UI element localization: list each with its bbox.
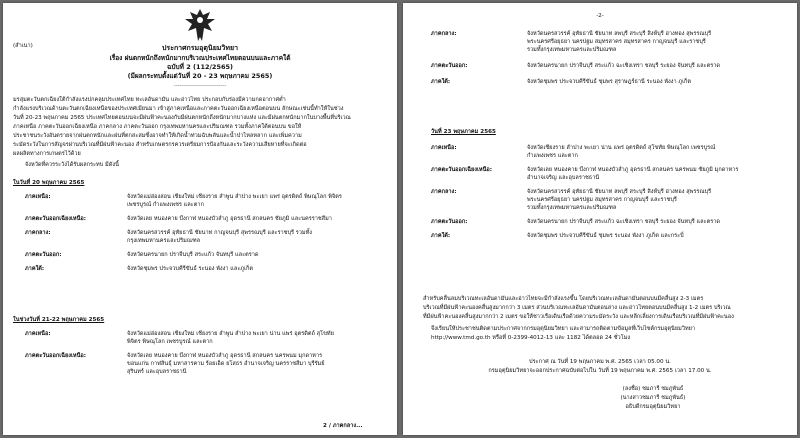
region-provinces: กำแพงเพชร และตาก bbox=[527, 153, 578, 159]
day1-heading: ในวันที่ 20 พฤษภาคม 2565 bbox=[13, 180, 85, 186]
region-provinces: พระนครศรีอยุธยา นครปฐม สมุทรสาคร สมุทรสาคร กาญจนบุรี และราชบุรี bbox=[527, 39, 706, 45]
wave-line: สำหรับคลื่นลมบริเวณทะเลอันดามันและอ่าวไทยจะมีกำลังแรงขึ้น โดยบริเวณทะเลอันดามันตอนบนมีคลื่นสูง 2-3 เมตร bbox=[423, 296, 704, 302]
region-provinces: จังหวัดชุมพร ประจวบคีรีขันธ์ ชุมพร สุราษฎร์ธานี ระนอง พังงา ภูเก็ต bbox=[527, 79, 692, 85]
region-provinces: กรุงเทพมหานครและปริมณฑล bbox=[127, 238, 201, 244]
next-issue-note: กรมอุตุนิยมวิทยาจะออกประกาศฉบับต่อไปใน วันที่ 19 พฤษภาคม พ.ศ. 2565 เวลา 17.00 น. bbox=[488, 368, 712, 374]
region-label: ภาคเหนือ: bbox=[431, 145, 457, 151]
intro-line: วันที่ 20-23 พฤษภาคม 2565 ประเทศไทยตอนบนจะมีฝนฟ้าคะนองกับมีฝนตกหนักถึงหนักมากบางแห่ง และมีฝนตกหนักมากในบางพื้นที่บริเวณ bbox=[13, 115, 351, 121]
region-provinces: จังหวัดแม่ฮ่องสอน เชียงใหม่ เชียงราย ลำพูน ลำปาง พะเยา น่าน แพร่ อุตรดิตถ์ สุโขทัย bbox=[127, 331, 334, 337]
separator: -------------------------- bbox=[173, 83, 227, 89]
region-provinces: สุรินทร์ และอุบลราชธานี bbox=[127, 369, 187, 375]
region-provinces: จังหวัดนครสวรรค์ อุทัยธานี ชัยนาท กาญจนบุรี สุพรรณบุรี และราชบุรี รวมทั้ง bbox=[127, 230, 313, 236]
region-label: ภาคเหนือ: bbox=[25, 331, 51, 337]
region-label: ภาคตะวันออกเฉียงเหนือ: bbox=[431, 167, 493, 173]
region-provinces: พิจิตร พิษณุโลก เพชรบูรณ์ และตาก bbox=[127, 339, 213, 345]
intro-line: ภาคเหนือ ภาคตะวันออกเฉียงเหนือ ภาคกลาง ภาคตะวันออก กรุงเทพมหานครและปริมณฑล รวมทั้งภาคใต้ตอนบน ขอให้ bbox=[13, 124, 302, 130]
region-provinces: จังหวัดเลย หนองคาย บึงกาฬ หนองบัวลำภู อุดรธานี สกลนคร นครพนม ชัยภูมิ มุกดาหาร bbox=[527, 167, 739, 173]
intro-line: ระมัดระวังในการสัญจรผ่านบริเวณที่มีฝนฟ้าคะนอง สำหรับเกษตรกรควรเตรียมการป้องกันและระวังความเสียหายที่จะเกิดต่อ bbox=[13, 142, 307, 148]
org-title: ประกาศกรมอุตุนิยมวิทยา bbox=[161, 44, 238, 52]
region-label: ภาคเหนือ: bbox=[25, 194, 51, 200]
region-provinces: จังหวัดนครนายก ปราจีนบุรี สระแก้ว ฉะเชิงเทรา ชลบุรี ระยอง จันทบุรี และตราด bbox=[527, 219, 720, 225]
page-number: -2- bbox=[596, 13, 604, 19]
announced-date: ประกาศ ณ วันที่ 19 พฤษภาคม พ.ศ. 2565 เวลา 05.00 น. bbox=[529, 359, 671, 365]
region-provinces: รวมทั้งกรุงเทพมหานครและปริมณฑล bbox=[527, 47, 617, 53]
garuda-emblem-icon bbox=[183, 7, 217, 43]
signature-title: อธิบดีกรมอุตุนิยมวิทยา bbox=[625, 404, 681, 410]
intro-line: ผลผลิตทางการเกษตรไว้ด้วย bbox=[13, 151, 81, 157]
region-provinces: อำนาจเจริญ และอุบลราชธานี bbox=[527, 175, 600, 181]
region-label: ภาคตะวันออก: bbox=[431, 219, 468, 225]
region-label: ภาคตะวันออกเฉียงเหนือ: bbox=[25, 353, 87, 359]
office-label: (สำเนา) bbox=[13, 43, 33, 49]
region-provinces: จังหวัดเลย หนองคาย บึงกาฬ หนองบัวลำภู อุดรธานี สกลนคร ชัยภูมิ และนครราชสีมา bbox=[127, 216, 332, 222]
region-provinces: จังหวัดชุมพร ประจวบคีรีขันธ์ ชุมพร ระนอง พังงา ภูเก็ต และกระบี่ bbox=[527, 233, 684, 239]
signature-fullname: (นางสาวชมภารี ชมภูพันธ์) bbox=[620, 395, 686, 401]
region-label: ภาคใต้: bbox=[431, 79, 451, 85]
effective-period: (มีผลกระทบตั้งแต่วันที่ 20 - 23 พฤษภาคม 2565) bbox=[127, 72, 273, 80]
region-label: ภาคใต้: bbox=[431, 233, 451, 239]
region-provinces: เพชรบูรณ์ กำแพงเพชร และตาก bbox=[127, 202, 204, 208]
areas-intro: จังหวัดที่ควรระวังได้รับผลกระทบ มีดังนี้ bbox=[25, 162, 119, 168]
region-provinces: รวมทั้งกรุงเทพมหานครและปริมณฑล bbox=[527, 205, 617, 211]
region-label: ภาคตะวันออกเฉียงเหนือ: bbox=[25, 216, 87, 222]
wave-line: ที่มีฝนฟ้าคะนองคลื่นสูงมากกว่า 2 เมตร ขอให้ชาวเรือเดินเรือด้วยความระมัดระวัง และหลีกเลี่ยงการเดินเรือบริเวณที่มีฝนฟ้าคะนอง bbox=[423, 314, 734, 320]
region-provinces: ขอนแก่น กาฬสินธุ์ มหาสารคาม ร้อยเอ็ด ยโสธร อำนาจเจริญ นครราชสีมา บุรีรัมย์ bbox=[127, 361, 325, 367]
region-provinces: พระนครศรีอยุธยา นครปฐม สมุทรสาคร กาญจนบุรี และราชบุรี bbox=[527, 197, 677, 203]
region-label: ภาคตะวันออก: bbox=[25, 252, 62, 258]
intro-line: มรสุมตะวันตกเฉียงใต้กำลังแรงปกคลุมประเทศไทย ทะเลอันดามัน และอ่าวไทย ประกอบกับร่องมีความกดอากาศต่ำ bbox=[13, 97, 286, 103]
wave-line: บริเวณที่มีฝนฟ้าคะนองคลื่นสูงมากกว่า 3 เมตร ส่วนบริเวณทะเลอันดามันตอนล่าง และอ่าวไทยตอนบนมีคลื่นสูง 1-2 เมตร บริเวณ bbox=[423, 305, 731, 311]
contact-line: http://www.tmd.go.th หรือที่ 0-2399-4012-13 และ 1182 ได้ตลอด 24 ชั่วโมง bbox=[431, 335, 631, 341]
region-provinces: จังหวัดนครสวรรค์ อุทัยธานี ชัยนาท ลพบุรี สระบุรี สิงห์บุรี อ่างทอง สุพรรณบุรี bbox=[527, 189, 712, 195]
region-provinces: จังหวัดนครนายก ปราจีนบุรี สระแก้ว จันทบุรี และตราด bbox=[127, 252, 259, 258]
signature-name: (ลงชื่อ) ชมภารี ชมภูพันธ์ bbox=[622, 386, 684, 392]
intro-line: ประชาชนระวังอันตรายจากฝนตกหนักและฝนที่ตกสะสมซึ่งอาจทำให้เกิดน้ำท่วมฉับพลันและน้ำป่าไหลหลาก และเพิ่มความ bbox=[13, 133, 302, 139]
intro-line: กำลังแรงบริเวณด้านตะวันตกเฉียงเหนือของประเทศเมียนมา เข้าสู่ภาคเหนือและภาคตะวันออกเฉียงเหนือตอนบน ลักษณะเช่นนี้ทำให้ในช่วง bbox=[13, 106, 344, 112]
region-provinces: จังหวัดเชียงราย ลำปาง พะเยา น่าน แพร่ อุตรดิตถ์ สุโขทัย พิษณุโลก เพชรบูรณ์ bbox=[527, 145, 716, 151]
day3-heading: วันที่ 23 พฤษภาคม 2565 bbox=[431, 129, 496, 135]
page-one bbox=[3, 3, 397, 435]
issue-number: ฉบับที่ 2 (112/2565) bbox=[167, 63, 233, 71]
region-label: ภาคกลาง: bbox=[431, 189, 457, 195]
region-provinces: จังหวัดเลย หนองคาย บึงกาฬ หนองบัวลำภู อุดรธานี สกลนคร นครพนม มุกดาหาร bbox=[127, 353, 323, 359]
page-two bbox=[403, 3, 797, 435]
region-provinces: จังหวัดชุมพร ประจวบคีรีขันธ์ ระนอง พังงา และภูเก็ต bbox=[127, 266, 253, 272]
region-provinces: จังหวัดแม่ฮ่องสอน เชียงใหม่ เชียงราย ลำพูน ลำปาง พะเยา แพร่ อุตรดิตถ์ พิษณุโลก พิจิตร bbox=[127, 194, 342, 200]
region-label: ภาคตะวันออก: bbox=[431, 63, 468, 69]
continued-note: 2 / ภาคกลาง... bbox=[323, 423, 363, 429]
region-label: ภาคใต้: bbox=[25, 266, 45, 272]
region-label: ภาคกลาง: bbox=[25, 230, 51, 236]
contact-line: จึงเรียนให้ประชาชนติดตามประกาศจากกรมอุตุนิยมวิทยา และสามารถติดตามข้อมูลที่เว็บไซต์กรมอุตุนิยมวิทยา bbox=[431, 326, 696, 332]
region-provinces: จังหวัดนครสวรรค์ อุทัยธานี ชัยนาท ลพบุรี สระบุรี สิงห์บุรี อ่างทอง สุพรรณบุรี bbox=[527, 31, 712, 37]
region-provinces: จังหวัดนครนายก ปราจีนบุรี สระแก้ว ฉะเชิงเทรา ชลบุรี ระยอง จันทบุรี และตราด bbox=[527, 63, 720, 69]
day2-heading: ในช่วงวันที่ 21-22 พฤษภาคม 2565 bbox=[13, 317, 105, 323]
region-label: ภาคกลาง: bbox=[431, 31, 457, 37]
subject: เรื่อง ฝนตกหนักถึงหนักมากบริเวณประเทศไทยตอนบนและภาคใต้ bbox=[109, 54, 291, 62]
